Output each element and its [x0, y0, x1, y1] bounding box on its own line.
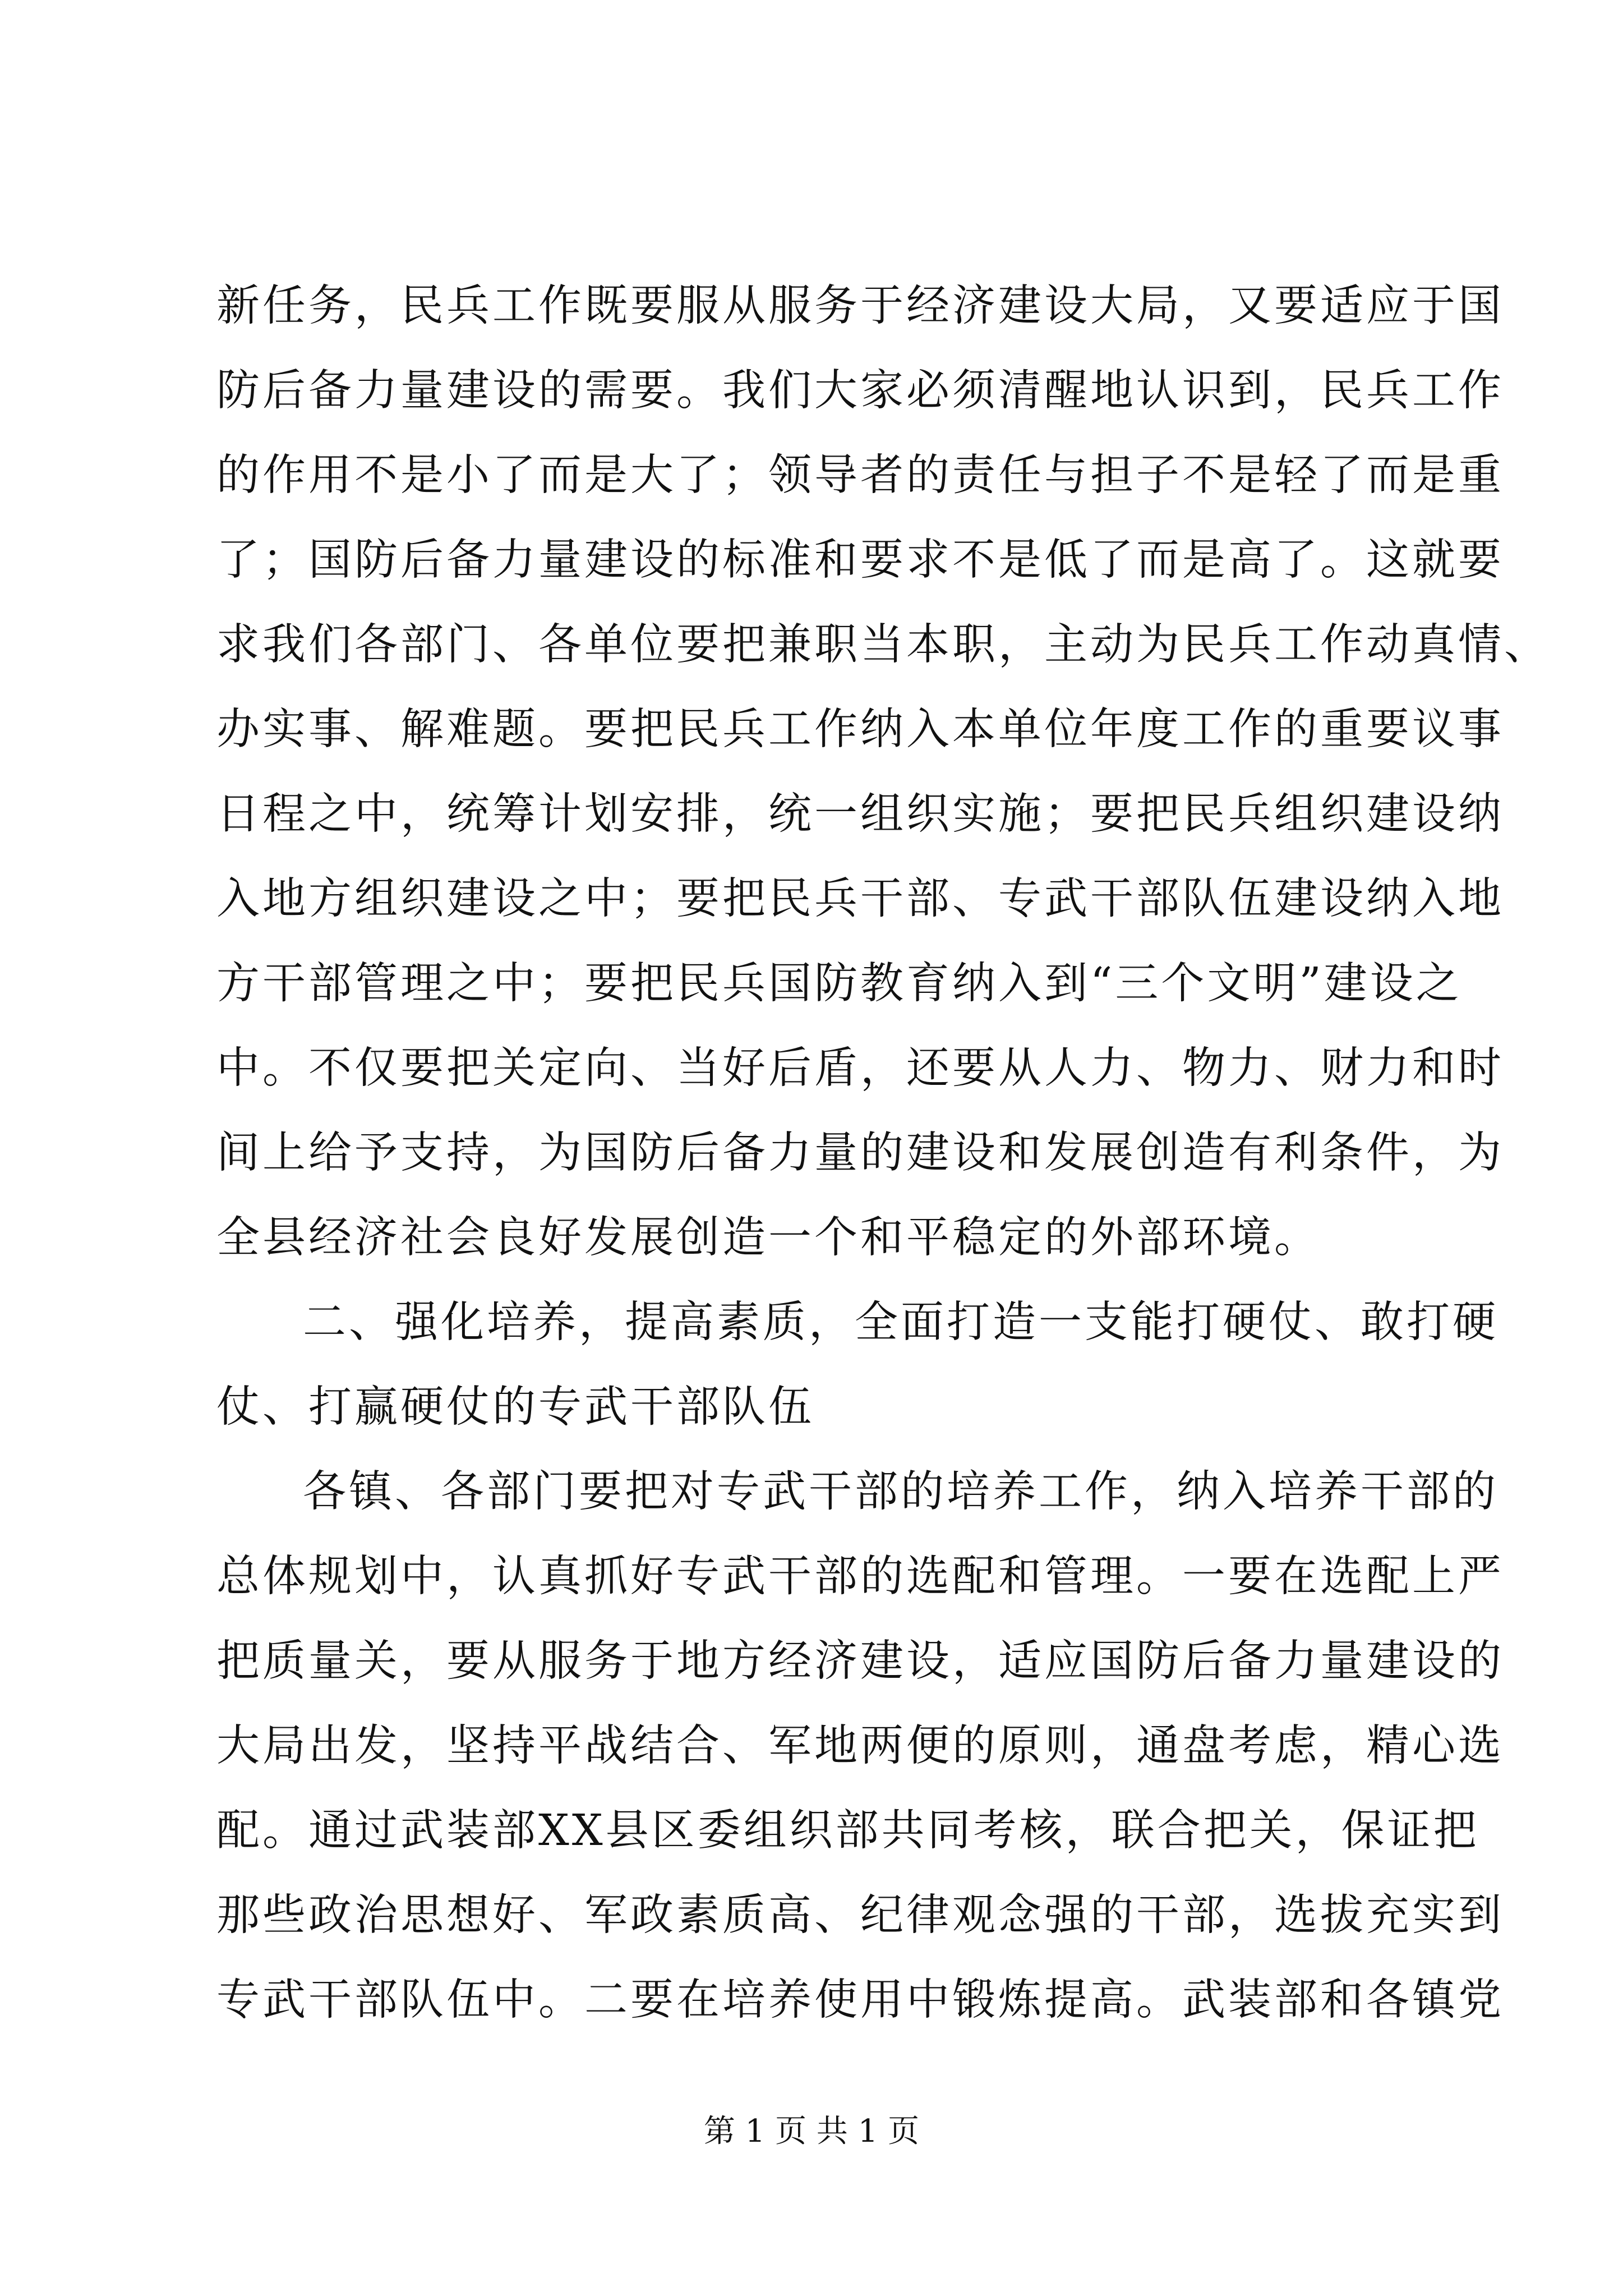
- text-line: 全县经济社会良好发展创造一个和平稳定的外部环境。: [216, 1213, 1320, 1263]
- text-line: 的作用不是小了而是大了；领导者的责任与担子不是轻了而是重: [216, 450, 1504, 500]
- text-line: 日程之中，统筹计划安排，统一组织实施；要把民兵组织建设纳: [216, 789, 1504, 839]
- text-line: 大局出发，坚持平战结合、军地两便的原则，通盘考虑，精心选: [216, 1721, 1504, 1771]
- text-line: 求我们各部门、各单位要把兼职当本职，主动为民兵工作动真情、: [216, 620, 1550, 670]
- text-line: 办实事、解难题。要把民兵工作纳入本单位年度工作的重要议事: [216, 705, 1504, 754]
- page-footer: 第 1 页 共 1 页: [703, 2113, 920, 2150]
- section-heading-line: 仗、打赢硬仗的专武干部队伍: [216, 1382, 814, 1432]
- document-body: [216, 264, 1550, 2042]
- text-line: 防后备力量建设的需要。我们大家必须清醒地认识到，民兵工作: [216, 366, 1504, 416]
- text-line: 总体规划中，认真抓好专武干部的选配和管理。一要在选配上严: [216, 1552, 1504, 1602]
- text-line: 了；国防后备力量建设的标准和要求不是低了而是高了。这就要: [216, 535, 1504, 585]
- text-line: 把质量关，要从服务于地方经济建设，适应国防后备力量建设的: [216, 1636, 1504, 1686]
- text-line: 间上给予支持，为国防后备力量的建设和发展创造有利条件，为: [216, 1128, 1504, 1178]
- text-line: 那些政治思想好、军政素质高、纪律观念强的干部，选拔充实到: [216, 1890, 1504, 1940]
- text-line: 新任务，民兵工作既要服从服务于经济建设大局，又要适应于国: [216, 281, 1504, 331]
- text-line: 方干部管理之中；要把民兵国防教育纳入到“三个文明”建设之: [216, 959, 1462, 1009]
- text-line: 各镇、各部门要把对专武干部的培养工作，纳入培养干部的: [303, 1467, 1498, 1517]
- text-line: 入地方组织建设之中；要把民兵干部、专武干部队伍建设纳入地: [216, 874, 1504, 924]
- text-line: 专武干部队伍中。二要在培养使用中锻炼提高。武装部和各镇党: [216, 1975, 1504, 2025]
- section-heading-line: 二、强化培养，提高素质，全面打造一支能打硬仗、敢打硬: [303, 1297, 1498, 1347]
- text-line: 中。不仅要把关定向、当好后盾，还要从人力、物力、财力和时: [216, 1043, 1504, 1093]
- text-line: 配。通过武装部XX县区委组织部共同考核，联合把关，保证把: [216, 1806, 1479, 1856]
